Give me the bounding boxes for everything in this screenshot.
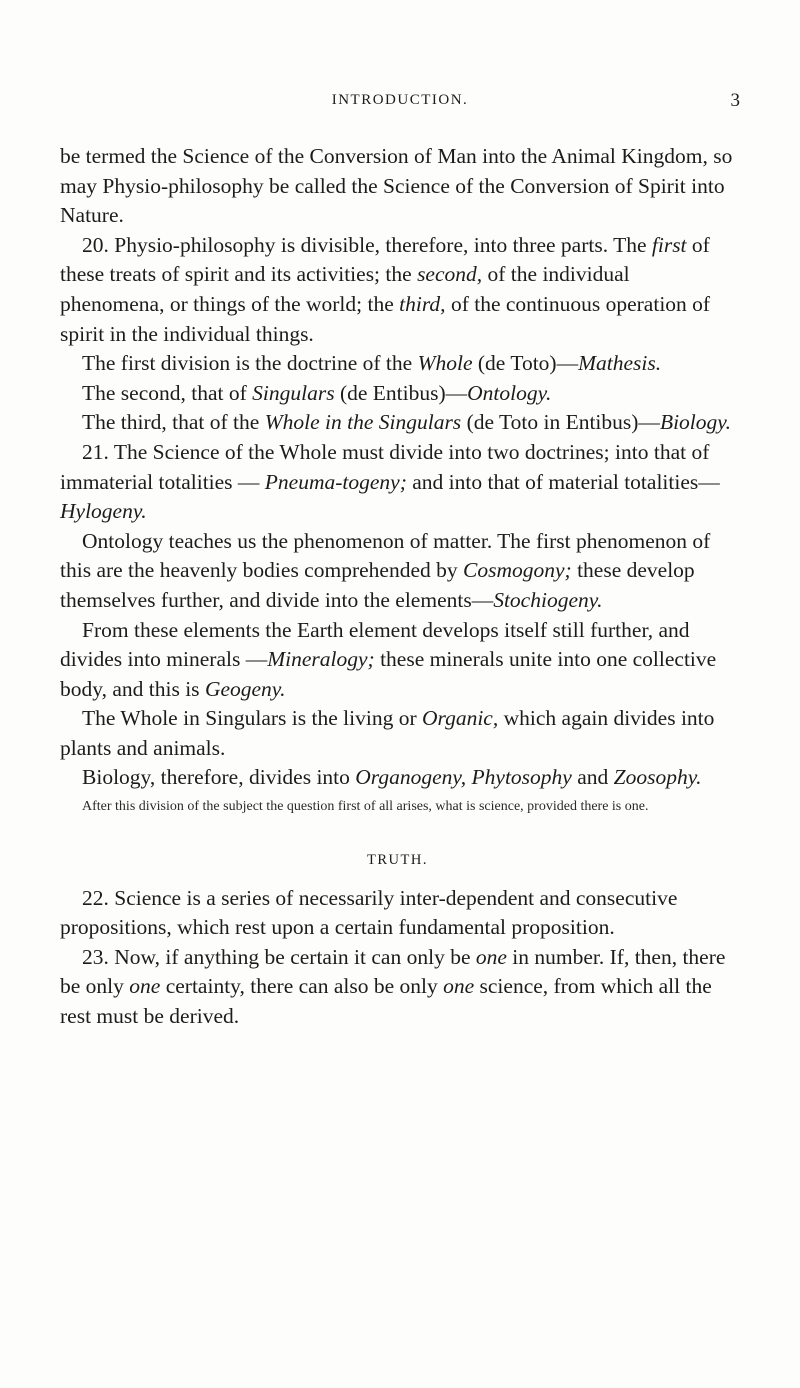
paragraph-earth <box>60 616 735 705</box>
text-run: Ontology teaches us the phenomenon of matter. The first phenomenon of this are the heavenly bodies comprehended by <box>60 528 711 583</box>
italic-term: Zoosophy. <box>613 765 702 790</box>
paragraph-continuation <box>60 142 735 231</box>
text-run: science, from which all the rest must be derived. <box>60 974 712 1029</box>
text-run: From these elements the Earth element develops itself still further, and divides into minerals — <box>60 617 690 672</box>
italic-term: one <box>129 974 161 999</box>
italic-term: second, <box>417 262 483 287</box>
text-run: 20. Physio-philosophy is divisible, therefore, into three parts. The <box>82 232 652 257</box>
section-heading-truth: TRUTH. <box>367 852 428 869</box>
text-run: (de Toto)— <box>472 351 579 376</box>
italic-term: one <box>475 944 507 969</box>
text-run: 23. Now, if anything be certain it can only be <box>82 944 476 969</box>
page-number: 3 <box>730 90 740 111</box>
italic-term: Geogeny. <box>204 676 286 701</box>
italic-term: Mineralogy; <box>267 647 375 672</box>
italic-term: Organogeny, Phytosophy <box>355 765 572 790</box>
text-run: The second, that of <box>82 380 253 405</box>
text-run: (de Toto in Entibus)— <box>461 410 660 435</box>
italic-term: Stochiogeny. <box>493 587 603 612</box>
text-run: of these treats of spirit and its activities; the <box>60 232 710 287</box>
paragraph-23 <box>60 943 735 1032</box>
text-run: of the individual phenomena, or things of the world; the <box>60 262 630 316</box>
italic-term: one <box>443 974 475 999</box>
text-run: The Whole in Singulars is the living or <box>82 706 422 731</box>
text-run: in number. If, then, there be only <box>60 944 726 999</box>
page-header <box>60 92 740 118</box>
paragraph-organic <box>60 704 735 763</box>
italic-term: Ontology. <box>467 380 552 405</box>
text-run: and <box>571 765 614 790</box>
italic-term: Whole <box>417 351 473 376</box>
text-run: 21. The Science of the Whole must divide into two doctrines; into that of immaterial totalities — <box>60 439 710 494</box>
paragraph-ontology <box>60 527 735 616</box>
italic-term: Hylogeny. <box>60 499 147 524</box>
text-run: Biology, therefore, divides into <box>82 765 356 790</box>
paragraph-22 <box>60 884 735 943</box>
text-run: and into that of material totalities— <box>406 469 720 494</box>
text-run: The third, that of the <box>82 410 265 435</box>
paragraph-21 <box>60 438 735 527</box>
small-print-note: After this division of the subject the question first of all arises, what is science, provided there is one. <box>82 799 649 815</box>
body-text <box>60 142 735 1032</box>
italic-term: Pneuma-togeny; <box>264 469 407 494</box>
italic-term: third, <box>399 291 446 316</box>
text-run: certainty, there can also be only <box>160 974 444 999</box>
text-run: these develop themselves further, and divide into the elements— <box>60 558 695 612</box>
paragraph-20 <box>60 231 735 349</box>
text-run: (de Entibus)— <box>334 380 468 405</box>
italic-term: first <box>651 232 687 257</box>
text-run: The first division is the doctrine of the <box>82 351 418 376</box>
italic-term: Whole in the Singulars <box>264 410 462 435</box>
paragraph-second-division <box>60 379 735 409</box>
italic-term: Biology. <box>659 410 731 435</box>
paragraph-third-division <box>60 408 735 438</box>
italic-term: Singulars <box>252 380 335 405</box>
paragraph-biology <box>60 763 735 793</box>
text-run: 22. Science is a series of necessarily inter-dependent and consecutive propositions, which rest upon a certain fundamental proposition. <box>60 885 678 940</box>
text-run: be termed the Science of the Conversion of Man into the Animal Kingdom, so may Physio-philosophy be called the Science of the Conversion of Spirit into Nature. <box>60 144 733 228</box>
italic-term: Mathesis. <box>578 351 662 376</box>
text-run: which again divides into plants and animals. <box>60 706 715 760</box>
paragraph-first-division <box>60 349 735 379</box>
italic-term: Organic, <box>421 706 499 731</box>
italic-term: Cosmogony; <box>463 558 572 583</box>
text-run: these minerals unite into one collective body, and this is <box>60 647 717 701</box>
text-run: of the continuous operation of spirit in the individual things. <box>60 291 711 346</box>
running-head: INTRODUCTION. <box>331 92 469 108</box>
